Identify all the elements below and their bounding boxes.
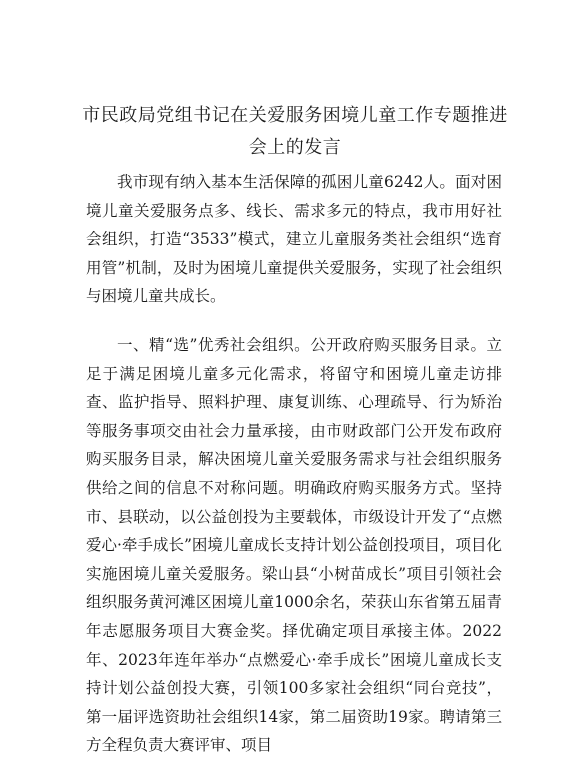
- document-body: [86, 168, 502, 760]
- paragraph-section-one: 一、精“选”优秀社会组织。公开政府购买服务目录。立足于满足困境儿童多元化需求，将留守和困境儿童走访排查、监护指导、照料护理、康复训练、心理疏导、行为矫治等服务事项交由社会力量承接，由市财政部门公开发布政府购买服务目录，解决困境儿童关爱服务需求与社会组织服务供给之间的信息不对称问题。明确政府购买服务方式。坚持市、县联动，以公益创投为主要载体，市级设计开发了“点燃爱心·牵手成长”困境儿童成长支持计划公益创投项目，项目化实施困境儿童关爱服务。梁山县“小树苗成长”项目引领社会组织服务黄河滩区困境儿童1000余名，荣获山东省第五届青年志愿服务项目大赛金奖。择优确定项目承接主体。2022年、2023年连年举办“点燃爱心·牵手成长”困境儿童成长支持计划公益创投大赛，引领100多家社会组织“同台竞技”，第一届评选资助社会组织14家，第二届资助19家。聘请第三方全程负责大赛评审、项目: [86, 335, 502, 755]
- document-title: 市民政局党组书记在关爱服务困境儿童工作专题推进会上的发言: [82, 105, 508, 158]
- paragraph-intro: 我市现有纳入基本生活保障的孤困儿童6242人。面对困境儿童关爱服务点多、线长、需求多元的特点，我市用好社会组织，打造“3533”模式，建立儿童服务类社会组织“选育用管”机制，及时为困境儿童提供关爱服务，实现了社会组织与困境儿童共成长。: [86, 173, 502, 306]
